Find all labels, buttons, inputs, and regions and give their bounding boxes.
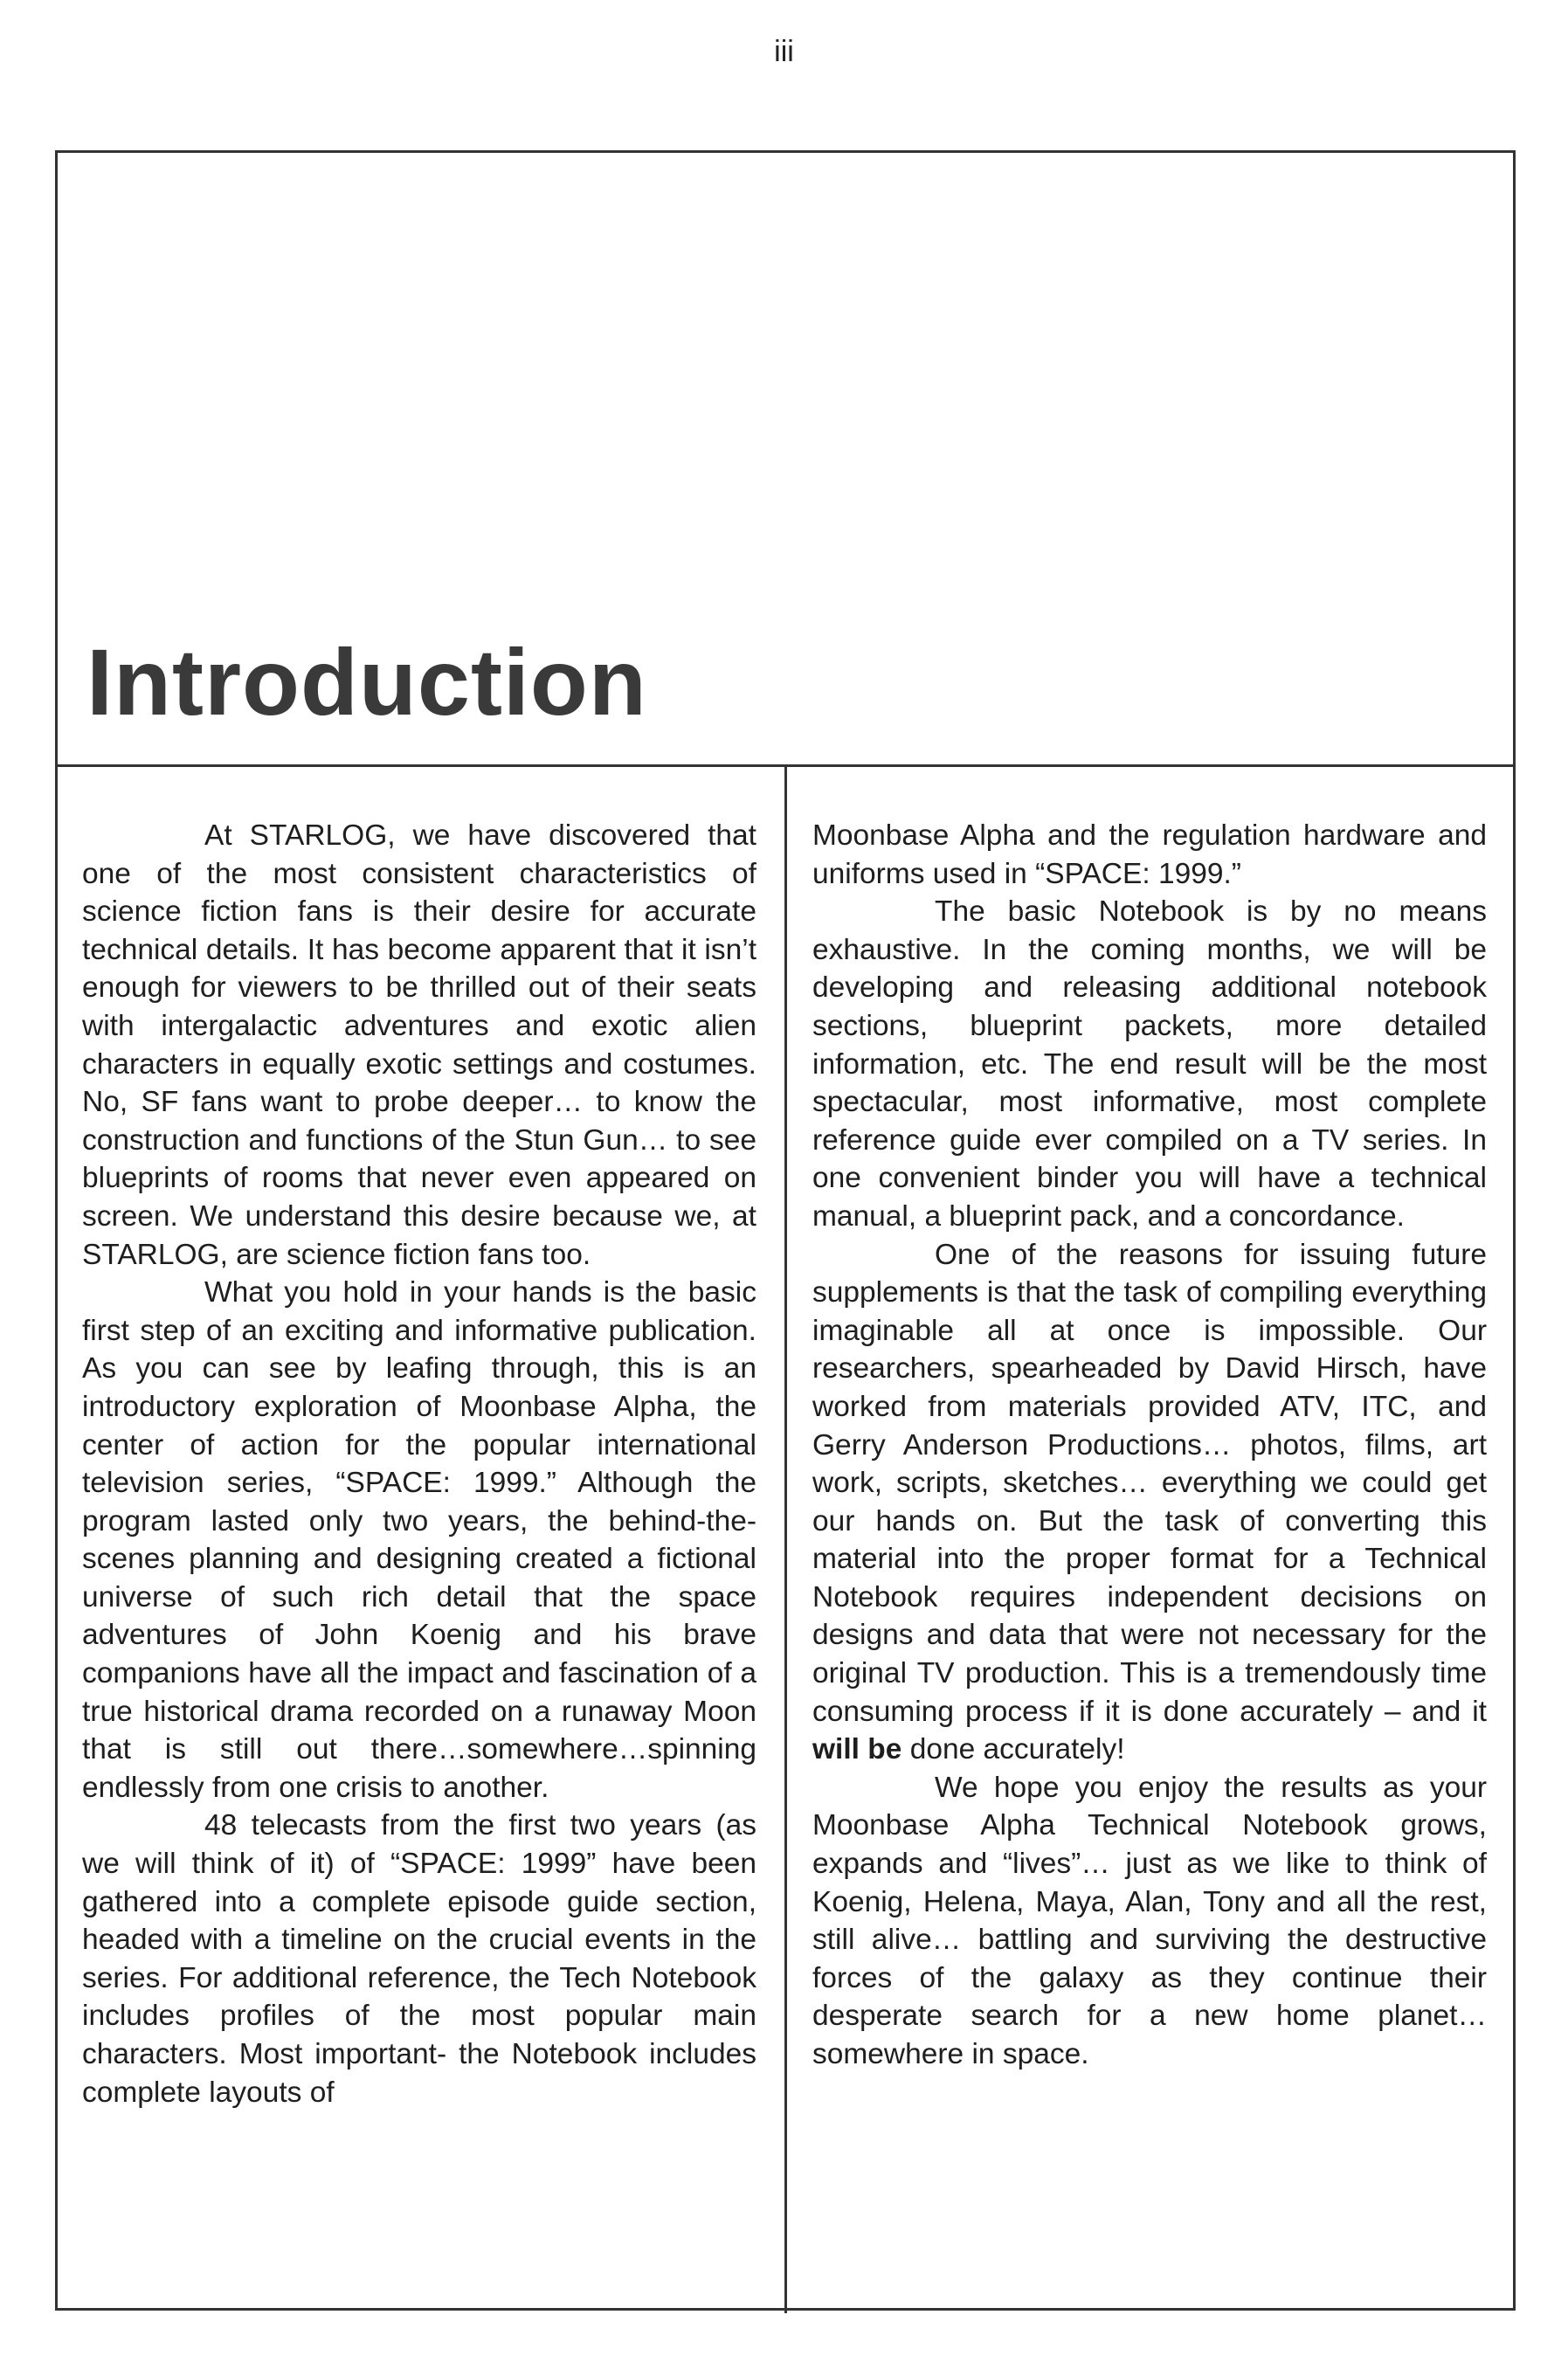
page-number: iii	[774, 35, 794, 68]
left-paragraph-3: 48 telecasts from the first two years (as we will think of it) of “SPACE: 1999” have been gathered into a complete episode guide section, headed with a timeline on the crucial events in the series. For additional reference, the Tech Notebook includes profiles of the most popular main characters. Most important- the Notebook includes complete layouts of	[82, 1809, 756, 2109]
column-divider	[784, 767, 787, 2313]
right-paragraph-2: The basic Notebook is by no means exhaustive. In the coming months, we will be developing and releasing additional notebook sections, blueprint packets, more detailed information, etc. The end result will be the most spectacular, most informative, most complete reference guide ever compiled on a TV series. In one convenient binder you will have a technical manual, a blueprint pack, and a concordance.	[812, 895, 1487, 1233]
right-paragraph-3-bold: will be	[812, 1733, 902, 1766]
left-paragraph-2: What you hold in your hands is the basic first step of an exciting and informative publication. As you can see by leafing through, this is an introductory exploration of Moonbase Alpha, the center of action for the popular international television series, “SPACE: 1999.” Although the program lasted only two years, the behind-the-scenes planning and designing created a fictional universe of such rich detail that the space adventures of John Koenig and his brave companions have all the impact and fascination of a true historical drama recorded on a runaway Moon that is still out there…somewhere…spinning endlessly from one crisis to another.	[82, 1276, 756, 1804]
right-paragraph-1: Moonbase Alpha and the regulation hardware and uniforms used in “SPACE: 1999.”	[812, 819, 1487, 890]
right-paragraph-3-text-a: One of the reasons for issuing future supplements is that the task of compiling everything imaginable all at once is impossible. Our researchers, spearheaded by David Hirsch, have worked from materials provided ATV, ITC, and Gerry Anderson Productions… photos, films, art work, scripts, sketches… everything we could get our hands on. But the task of converting this material into the proper format for a Technical Notebook requires independent decisions on designs and data that were not necessary for the original TV production. This is a tremendously time consuming process if it is done accurately – and it	[812, 1238, 1487, 1728]
content-frame	[55, 150, 1516, 2311]
left-column	[82, 817, 756, 2111]
right-paragraph-4: We hope you enjoy the results as your Moonbase Alpha Technical Notebook grows, expands and “lives”… just as we like to think of Koenig, Helena, Maya, Alan, Tony and all the rest, still alive… battling and surviving the destructive forces of the galaxy as they continue their desperate search for a new home planet…somewhere in space.	[812, 1771, 1487, 2070]
title-box	[58, 153, 1513, 767]
right-paragraph-3-text-b: done accurately!	[901, 1733, 1125, 1766]
right-paragraph-3	[812, 1236, 1487, 1769]
page-title: Introduction	[86, 629, 647, 735]
right-column	[812, 817, 1487, 2074]
left-paragraph-1: At STARLOG, we have discovered that one of the most consistent characteristics of science fiction fans is their desire for accurate technical details. It has become apparent that it isn’t enough for viewers to be thrilled out of their seats with intergalactic adventures and exotic alien characters in equally exotic settings and costumes. No, SF fans want to probe deeper… to know the construction and functions of the Stun Gun… to see blueprints of rooms that never even appeared on screen. We understand this desire because we, at STARLOG, are science fiction fans too.	[82, 819, 756, 1271]
